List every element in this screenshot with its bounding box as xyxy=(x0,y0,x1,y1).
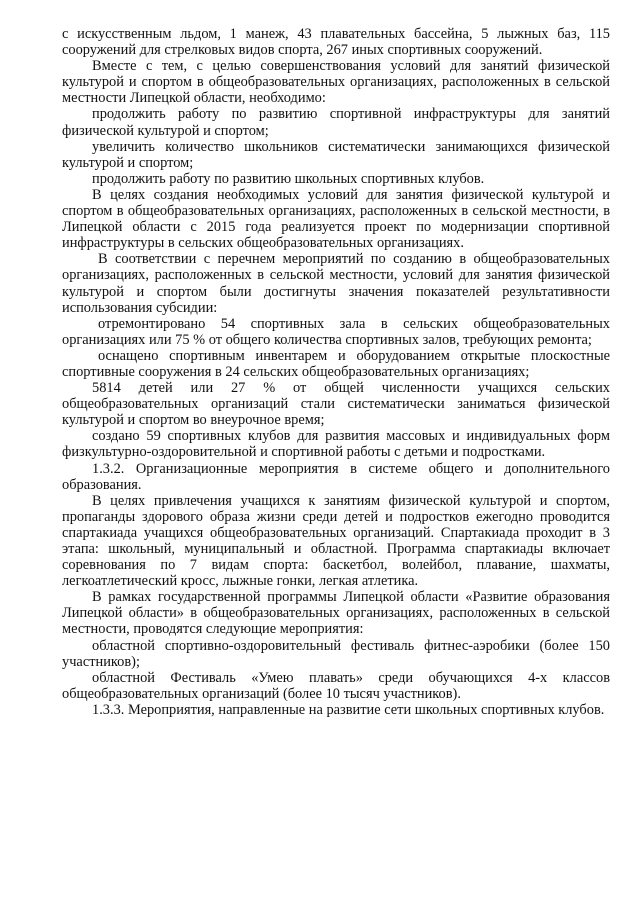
paragraph-continue-infrastructure: продолжить работу по развитию спортивной инфраструктуры для занятий физической культурой и спортом; xyxy=(62,106,610,139)
paragraph-state-program: В рамках государственной программы Липецкой области «Развитие образования Липецкой области» в общеобразовательных организациях, расположенных в сельской местности, проводятся следующие мероприятия: xyxy=(62,589,610,638)
paragraph-spartakiad: В целях привлечения учащихся к занятиям физической культурой и спортом, пропаганды здорового образа жизни среди детей и подростков ежегодно проводится спартакиада учащихся общеобразовательных организаций. Спартакиада проходит в 3 этапа: школьный, муниципальный и областной. Программа спартакиады включает соревнования по 7 видам спорта: баскетбол, волейбол, плавание, шахматы, легкоатлетический кросс, лыжные гонки, легкая атлетика. xyxy=(62,492,610,590)
paragraph-gyms-repaired: отремонтировано 54 спортивных зала в сельских общеобразовательных организациях или 75 % от общего количества спортивных залов, требующих ремонта; xyxy=(62,315,610,348)
paragraph-need-intro: Вместе с тем, с целью совершенствования условий для занятий физической культурой и спортом в общеобразовательных организациях, расположенных в сельской местности Липецкой области, необходимо: xyxy=(62,58,610,107)
paragraph-equipment: оснащено спортивным инвентарем и оборудованием открытые плоскостные спортивные сооружения в 24 сельских общеобразовательных организациях; xyxy=(62,347,610,380)
paragraph-school-clubs: продолжить работу по развитию школьных спортивных клубов. xyxy=(92,170,485,187)
paragraph-subsidy-results: В соответствии с перечнем мероприятий по созданию в общеобразовательных организациях, расположенных в сельской местности, условий для занятия физической культурой и спортом были достигнуты значения показателей результативности использования субсидии: xyxy=(62,251,610,316)
paragraph-fitness-festival: областной спортивно-оздоровительный фестиваль фитнес-аэробики (более 150 участников); xyxy=(62,637,610,670)
paragraph-increase-students: увеличить количество школьников систематически занимающихся физической культурой и спортом; xyxy=(62,138,610,171)
paragraph-project-2015: В целях создания необходимых условий для занятия физической культурой и спортом в общеобразовательных организациях, расположенных в сельской местности, в Липецкой области с 2015 года реализуется проект по модернизации спортивной инфраструктуры в сельских общеобразовательных организациях. xyxy=(62,186,610,252)
paragraph-sports-facilities-count: с искусственным льдом, 1 манеж, 43 плавательных бассейна, 5 лыжных баз, 115 сооружений для стрелковых видов спорта, 267 иных спортивных сооружений. xyxy=(62,26,610,59)
section-heading-1-3-2: 1.3.2. Организационные мероприятия в системе общего и дополнительного образования. xyxy=(62,460,610,493)
paragraph-swim-festival: областной Фестиваль «Умею плавать» среди обучающихся 4-х классов общеобразовательных организаций (более 10 тысяч участников). xyxy=(62,669,610,702)
paragraph-clubs-created: создано 59 спортивных клубов для развития массовых и индивидуальных форм физкультурно-оздоровительной и спортивной работы с детьми и подростками. xyxy=(62,428,610,461)
section-heading-1-3-3: 1.3.3. Мероприятия, направленные на развитие сети школьных спортивных клубов. xyxy=(92,701,605,718)
document-page xyxy=(62,26,610,718)
paragraph-children-share: 5814 детей или 27 % от общей численности учащихся сельских общеобразовательных организаций стали систематически заниматься физической культурой и спортом во внеурочное время; xyxy=(62,380,610,429)
